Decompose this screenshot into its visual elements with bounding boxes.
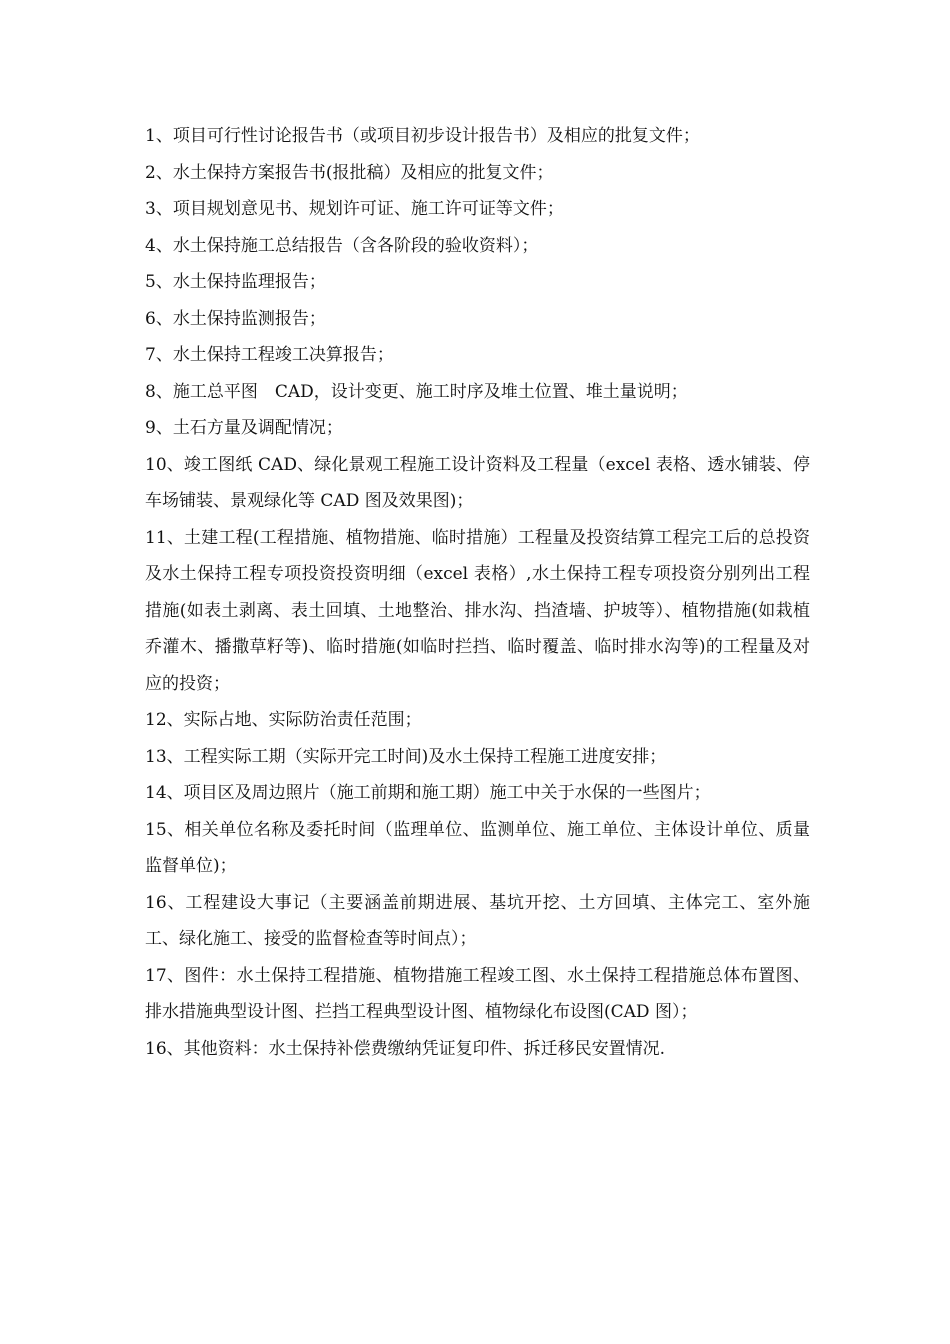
list-item: 7、水土保持工程竣工决算报告； — [145, 345, 394, 365]
list-item: 10、竣工图纸 CAD、绿化景观工程施工设计资料及工程量（excel 表格、透水铺装、停车场铺装、景观绿化等 CAD 图及效果图)； — [145, 454, 810, 511]
list-item: 1、项目可行性讨论报告书（或项目初步设计报告书）及相应的批复文件； — [145, 126, 700, 146]
list-item: 15、相关单位名称及委托时间（监理单位、监测单位、施工单位、主体设计单位、质量监督单位)； — [145, 819, 810, 876]
document-body — [145, 118, 810, 1067]
list-item: 14、项目区及周边照片（施工前期和施工期）施工中关于水保的一些图片； — [145, 783, 711, 803]
list-item: 11、土建工程(工程措施、植物措施、临时措施）工程量及投资结算工程完工后的总投资及水土保持工程专项投资投资明细（excel 表格）,水土保持工程专项投资分别列出工程措施(如表土剥离、表土回填、土地整治、排水沟、挡渣墙、护坡等）、植物措施(如栽植乔灌木、播撒草籽等)、临时措施(如临时拦挡、临时覆盖、临时排水沟等)的工程量及对应的投资； — [145, 527, 810, 694]
list-item: 5、水土保持监理报告； — [145, 272, 326, 292]
list-item: 4、水土保持施工总结报告（含各阶段的验收资料）； — [145, 235, 539, 256]
list-item: 6、水土保持监测报告； — [145, 308, 326, 329]
list-item: 3、项目规划意见书、规划许可证、施工许可证等文件； — [145, 199, 564, 219]
list-item: 12、实际占地、实际防治责任范围； — [145, 710, 422, 730]
list-item: 17、图件：水土保持工程措施、植物措施工程竣工图、水土保持工程措施总体布置图、排水措施典型设计图、拦挡工程典型设计图、植物绿化布设图(CAD 图）； — [145, 965, 810, 1022]
list-item: 13、工程实际工期（实际开完工时间)及水土保持工程施工进度安排； — [145, 746, 667, 767]
list-item: 8、施工总平图 CAD，设计变更、施工时序及堆土位置、堆土量说明； — [145, 381, 688, 402]
list-item: 9、土石方量及调配情况； — [145, 418, 343, 438]
list-item: 2、水土保持方案报告书(报批稿）及相应的批复文件； — [145, 162, 554, 183]
list-item: 16、其他资料：水土保持补偿费缴纳凭证复印件、拆迁移民安置情况. — [145, 1038, 666, 1059]
list-item: 16、工程建设大事记（主要涵盖前期进展、基坑开挖、土方回填、主体完工、室外施工、绿化施工、接受的监督检查等时间点）； — [145, 892, 810, 949]
